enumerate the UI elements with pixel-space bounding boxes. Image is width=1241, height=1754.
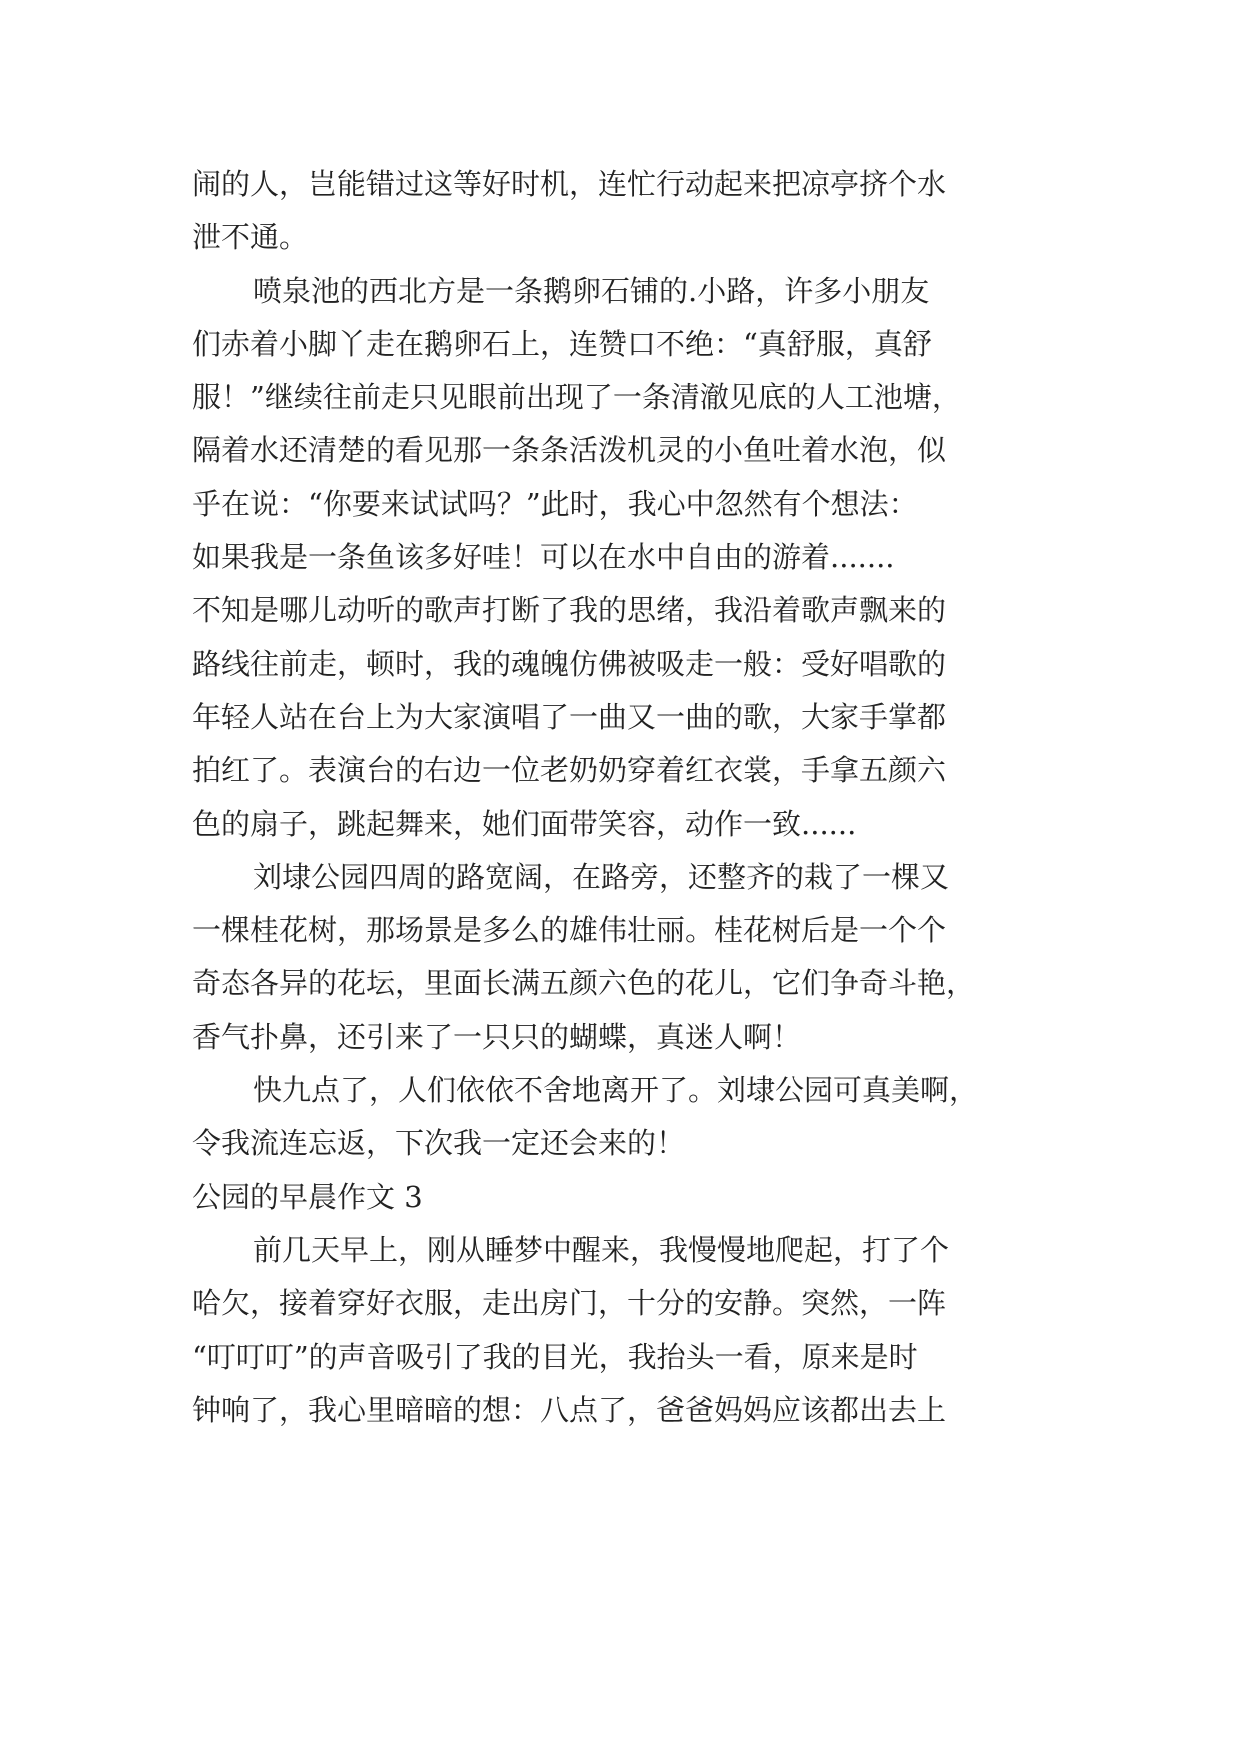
section-heading: 公园的早晨作文 3 [192,1179,423,1214]
text-line: 们赤着小脚丫走在鹅卵石上，连赞口不绝：“真舒服，真舒 [192,326,932,361]
text-line: 前几天早上，刚从睡梦中醒来，我慢慢地爬起，打了个 [253,1232,950,1267]
text-line: 一棵桂花树，那场景是多么的雄伟壮丽。桂花树后是一个个 [192,913,947,948]
text-line: “叮叮叮”的声音吸引了我的目光，我抬头一看，原来是时 [192,1339,918,1374]
text-line: 不知是哪儿动听的歌声打断了我的思绪，我沿着歌声飘来的 [192,593,947,628]
text-line: 哈欠，接着穿好衣服，走出房门，十分的安静。突然，一阵 [192,1286,947,1321]
text-line: 乎在说：“你要来试试吗？”此时，我心中忽然有个想法： [192,486,918,521]
text-line: 钟响了，我心里暗暗的想：八点了，爸爸妈妈应该都出去上 [192,1392,947,1427]
text-line: 年轻人站在台上为大家演唱了一曲又一曲的歌，大家手掌都 [192,699,947,734]
text-line: 香气扑鼻，还引来了一只只的蝴蝶，真迷人啊！ [192,1019,802,1054]
text-line: 路线往前走，顿时，我的魂魄仿佛被吸走一般：受好唱歌的 [192,646,947,681]
text-line: 如果我是一条鱼该多好哇！可以在水中自由的游着....... [192,540,895,575]
text-line: 色的扇子，跳起舞来，她们面带笑容，动作一致...... [192,806,857,841]
text-line: 奇态各异的花坛，里面长满五颜六色的花儿，它们争奇斗艳， [192,966,976,1001]
text-line: 刘埭公园四周的路宽阔，在路旁，还整齐的栽了一棵又 [253,859,950,894]
text-line: 闹的人，岂能错过这等好时机，连忙行动起来把凉亭挤个水 [192,167,947,201]
text-line: 隔着水还清楚的看见那一条条活泼机灵的小鱼吐着水泡，似 [192,433,947,468]
text-line: 喷泉池的西北方是一条鹅卵石铺的.小路，许多小朋友 [253,273,930,308]
text-line: 泄不通。 [192,220,309,255]
text-line: 快九点了，人们依依不舍地离开了。刘埭公园可真美啊， [253,1073,979,1108]
essay-text-body [192,158,1062,1437]
text-line: 令我流连忘返，下次我一定还会来的！ [192,1126,686,1161]
text-line: 服！”继续往前走只见眼前出现了一条清澈见底的人工池塘， [192,380,961,415]
text-line: 拍红了。表演台的右边一位老奶奶穿着红衣裳，手拿五颜六 [192,753,947,788]
